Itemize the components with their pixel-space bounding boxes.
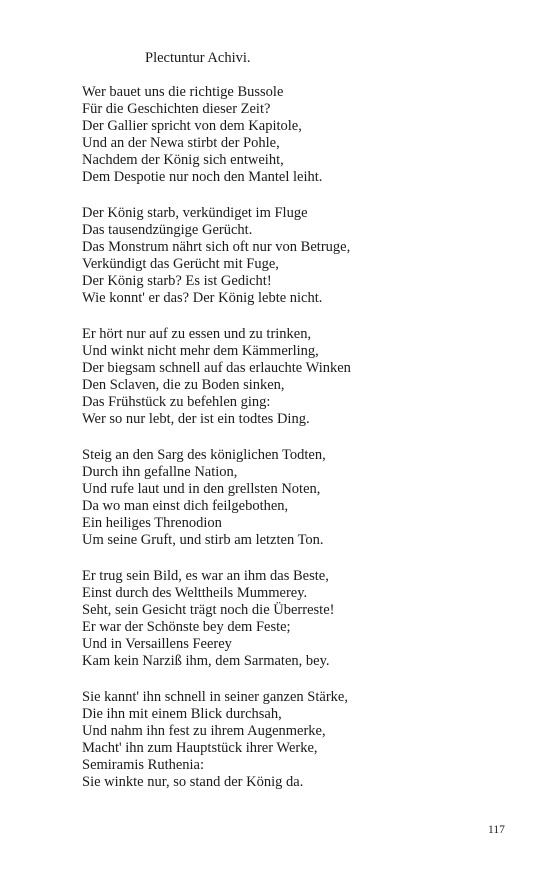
verse-line: Macht' ihn zum Hauptstück ihrer Werke,	[82, 740, 318, 756]
stanza	[82, 326, 351, 428]
verse-line: Sie kannt' ihn schnell in seiner ganzen Stärke,	[82, 689, 348, 705]
poem-title: Plectuntur Achivi.	[145, 50, 251, 66]
verse-line: Für die Geschichten dieser Zeit?	[82, 101, 271, 117]
verse-line: Kam kein Narziß ihm, dem Sarmaten, bey.	[82, 653, 330, 669]
poem-body	[82, 84, 351, 810]
verse-line: Wie konnt' er das? Der König lebte nicht.	[82, 290, 323, 306]
verse-line: Das tausendzüngige Gerücht.	[82, 222, 253, 238]
verse-line: Er trug sein Bild, es war an ihm das Beste,	[82, 568, 329, 584]
stanza	[82, 84, 351, 186]
verse-line: Wer bauet uns die richtige Bussole	[82, 84, 284, 100]
verse-line: Verkündigt das Gerücht mit Fuge,	[82, 256, 279, 272]
verse-line: Und in Versaillens Feerey	[82, 636, 232, 652]
verse-line: Und nahm ihn fest zu ihrem Augenmerke,	[82, 723, 326, 739]
verse-line: Und rufe laut und in den grellsten Noten,	[82, 481, 321, 497]
verse-line: Semiramis Ruthenia:	[82, 757, 205, 773]
stanza	[82, 205, 351, 307]
verse-line: Der König starb, verkündiget im Fluge	[82, 205, 308, 221]
verse-line: Steig an den Sarg des königlichen Todten,	[82, 447, 326, 463]
verse-line: Das Monstrum nährt sich oft nur von Betruge,	[82, 239, 351, 255]
stanza	[82, 689, 351, 791]
verse-line: Den Sclaven, die zu Boden sinken,	[82, 377, 285, 393]
stanza	[82, 568, 351, 670]
verse-line: Der biegsam schnell auf das erlauchte Winken	[82, 360, 351, 376]
verse-line: Sie winkte nur, so stand der König da.	[82, 774, 304, 790]
verse-line: Dem Despotie nur noch den Mantel leiht.	[82, 169, 323, 185]
page-number: 117	[488, 824, 505, 836]
verse-line: Die ihn mit einem Blick durchsah,	[82, 706, 282, 722]
verse-line: Er war der Schönste bey dem Feste;	[82, 619, 291, 635]
verse-line: Da wo man einst dich feilgebothen,	[82, 498, 289, 514]
stanza	[82, 447, 351, 549]
verse-line: Das Frühstück zu befehlen ging:	[82, 394, 271, 410]
verse-line: Der Gallier spricht von dem Kapitole,	[82, 118, 302, 134]
verse-line: Ein heiliges Threnodion	[82, 515, 222, 531]
verse-line: Durch ihn gefallne Nation,	[82, 464, 238, 480]
verse-line: Um seine Gruft, und stirb am letzten Ton.	[82, 532, 324, 548]
verse-line: Und winkt nicht mehr dem Kämmerling,	[82, 343, 319, 359]
verse-line: Seht, sein Gesicht trägt noch die Überreste!	[82, 602, 335, 618]
verse-line: Wer so nur lebt, der ist ein todtes Ding.	[82, 411, 310, 427]
verse-line: Nachdem der König sich entweiht,	[82, 152, 284, 168]
verse-line: Einst durch des Welttheils Mummerey.	[82, 585, 308, 601]
verse-line: Und an der Newa stirbt der Pohle,	[82, 135, 280, 151]
verse-line: Der König starb? Es ist Gedicht!	[82, 273, 272, 289]
verse-line: Er hört nur auf zu essen und zu trinken,	[82, 326, 312, 342]
